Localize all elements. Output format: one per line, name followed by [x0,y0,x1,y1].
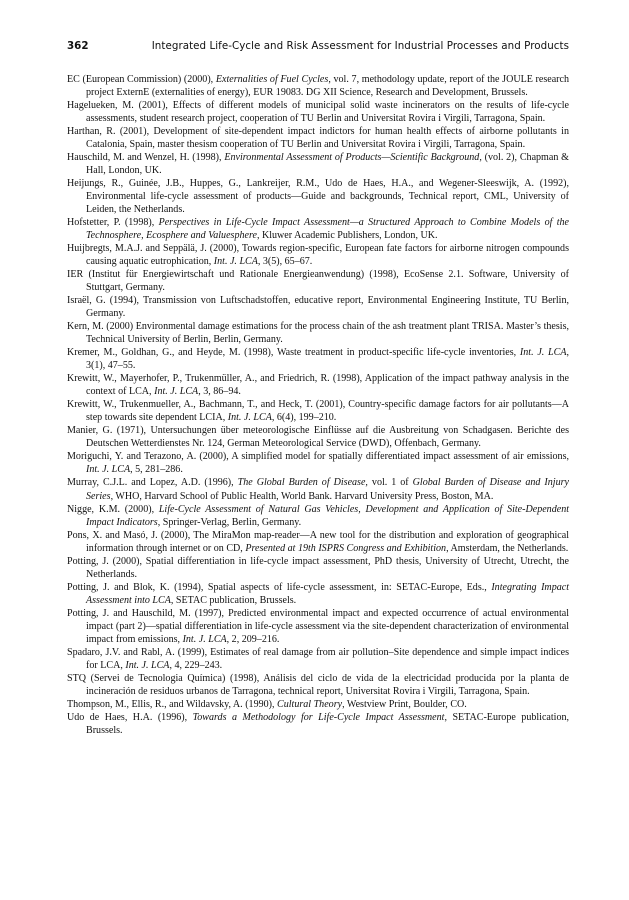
running-header [67,40,569,58]
reference-text: Kremer, M., Goldhan, G., and Heyde, M. (1998), Waste treatment in product-specific life-cycle inventories, [67,347,520,359]
reference-entry [67,672,569,698]
reference-text: Hauschild, M. and Wenzel, H. (1998), [67,152,225,164]
reference-text: Pons, X. and Masó, J. (2000), The MiraMon map-reader—A new tool for the distribution and exploration of geographical information through internet or on CD, [67,529,569,554]
reference-text: , 3, 86–94. [198,386,241,398]
reference-text: , 5, 281–286. [130,464,183,476]
reference-entry [67,607,569,646]
reference-entry [67,476,569,502]
reference-entry [67,151,569,177]
reference-entry [67,529,569,555]
page-number: 362 [67,40,89,52]
reference-italic-text: The Global Burden of Disease [237,477,366,489]
reference-italic-text: Presented at 19th ISPRS Congress and Exhibition [245,542,447,554]
reference-entry [67,372,569,398]
reference-text: Krewitt, W., Trukenmueller, A., Bachmann, T., and Heck, T. (2001), Country-specific damage factors for air pollutants—A step towards site dependent LCIA, [67,399,569,424]
reference-text: Spadaro, J.V. and Rabl, A. (1999), Estimates of real damage from air pollution–Site dependence and simple impact indices for LCA, [67,646,569,671]
reference-entry [67,346,569,372]
reference-text: Krewitt, W., Mayerhofer, P., Trukenmüller, A., and Friedrich, R. (1998), Application of the impact pathway analysis in the context of LCA, [67,373,569,398]
reference-text: Heijungs, R., Guinée, J.B., Huppes, G., Lankreijer, R.M., Udo de Haes, H.A., and Wegener-Sleeswijk, A. (1992), Environmental life-cycle assessment of products—Guide and backgrounds, Technical report, CML, University of Leiden, the Netherlands. [67,178,569,216]
reference-text: , 6(4), 199–210. [271,412,337,424]
reference-entry [67,646,569,672]
reference-entry [67,177,569,216]
reference-text: , WHO, Harvard School of Public Health, World Bank. Harvard University Press, Boston, MA. [110,490,494,502]
reference-entry [67,450,569,476]
reference-italic-text: Life-Cycle Assessment of Natural Gas Vehicles, Development and Application of Site-Dependent Impact Indicators [86,503,570,528]
reference-italic-text: Cultural Theory [277,698,343,710]
reference-text: , (vol. 2), Chapman & Hall, London, UK. [86,152,569,177]
reference-text: , Kluwer Academic Publishers, London, UK. [256,230,438,242]
reference-entry [67,294,569,320]
reference-text: , Westview Print, Boulder, CO. [342,698,467,710]
reference-italic-text: Int. J. LCA [154,386,199,398]
reference-text: Potting, J. (2000), Spatial differentiation in life-cycle impact assessment, PhD thesis, University of Utrecht, Utrecht, the Netherlands. [67,555,569,580]
reference-text: IER (Institut für Energiewirtschaft und Rationale Energieanwendung) (1998), EcoSense 2.1. Software, University of Stuttgart, Germany. [67,269,569,294]
reference-text: STQ (Servei de Tecnologia Química) (1998), Análisis del ciclo de vida de la electricidad producida por la planta de incineración de residuos urbanos de Tarragona, technical report, Universitat Rovira i Virgili, Tarragona, Spain. [67,672,569,697]
reference-text: Nigge, K.M. (2000), [67,503,159,515]
reference-text: Israël, G. (1994), Transmission von Luftschadstoffen, educative report, Environmental Engineering Institute, TU Berlin, Germany. [67,295,569,320]
reference-entry [67,216,569,242]
reference-entry [67,424,569,450]
reference-entry [67,555,569,581]
reference-italic-text: Int. J. LCA [125,659,170,671]
reference-italic-text: Int. J. LCA [519,347,567,359]
reference-entry [67,711,569,737]
reference-text: Udo de Haes, H.A. (1996), [67,711,193,723]
reference-entry [67,581,569,607]
reference-text: Hofstetter, P. (1998), [67,217,159,229]
reference-text: Hagelueken, M. (2001), Effects of different models of municipal solid waste incinerators on the results of life-cycle assessments, student research project, cooperation of TU Berlin and Universitat Rovira i Virgili, Tarragona, Spain. [67,100,569,125]
reference-italic-text: Int. J. LCA [86,464,131,476]
reference-italic-text: Int. J. LCA [227,412,272,424]
reference-entry [67,398,569,424]
reference-text: , 2, 209–216. [226,633,280,645]
reference-italic-text: Towards a Methodology for Life-Cycle Impact Assessment [192,711,445,723]
reference-entry [67,242,569,268]
reference-text: , 4, 229–243. [169,659,223,671]
reference-text: Thompson, M., Ellis, R., and Wildavsky, A. (1990), [67,698,278,710]
reference-text: , 3(5), 65–67. [257,256,313,268]
reference-text: , SETAC-Europe publication, Brussels. [86,711,570,736]
reference-entry [67,320,569,346]
reference-text: , vol. 1 of [365,477,413,489]
reference-text: Manier, G. (1971), Untersuchungen über meteorologische Einflüsse auf die Ausbreitung von Schadgasen. Berichte des Deutschen Wetterdienstes Nr. 124, German Meteorological Service (DWD), Offenbach, Germany. [67,425,569,450]
reference-text: Kern, M. (2000) Environmental damage estimations for the process chain of the ash treatment plant TRISA. Master’s thesis, Technical University of Berlin, Berlin, Germany. [67,321,569,346]
reference-text: , 3(1), 47–55. [86,347,569,372]
reference-text: , vol. 7, methodology update, report of the JOULE research project ExternE (externalities of energy), EUR 19083. DG XII Science, Research and Development, Brussels. [86,74,570,99]
reference-text: EC (European Commission) (2000), [67,74,216,85]
reference-italic-text: Environmental Assessment of Products—Scientific Background [224,152,480,164]
reference-text: , Springer-Verlag, Berlin, Germany. [157,516,302,528]
reference-text: , SETAC publication, Brussels. [170,594,297,606]
reference-entry [67,698,569,711]
reference-text: Potting, J. and Blok, K. (1994), Spatial aspects of life-cycle assessment, in: SETAC-Europe, Eds., [67,581,492,593]
reference-italic-text: Perspectives in Life-Cycle Impact Assessment—a Structured Approach to Combine Models of the Technosphere, Ecosphere and Valuesphere [86,217,569,242]
reference-italic-text: Externalities of Fuel Cycles [215,74,329,85]
reference-text: Harthan, R. (2001), Development of site-dependent impact indictors for human health effects of airborne pollutants in Catalonia, Spain, master thesism cooperation of TU Berlin and Universitat Rovira i Virgili, Tarragona, Spain. [67,126,569,151]
reference-text: Potting, J. and Hauschild, M. (1997), Predicted environmental impact and expected occurrence of actual environmental impact (part 2)—spatial differentiation in life-cycle assessment via the site-dependent characterization of environmental impact from emissions, [67,607,569,645]
reference-text: Murray, C.J.L. and Lopez, A.D. (1996), [67,477,238,489]
reference-text: Moriguchi, Y. and Terazono, A. (2000), A simplified model for spatially differentiated impact assessment of air emissions, [67,451,569,463]
reference-entry [67,99,569,125]
reference-italic-text: Int. J. LCA [213,256,258,268]
reference-entry [67,73,569,99]
reference-italic-text: Global Burden of Disease and Injury Series [86,477,569,502]
reference-text: Huijbregts, M.A.J. and Seppälä, J. (2000), Towards region-specific, European fate factors for airborne nitrogen compounds causing aquatic eutrophication, [67,243,569,268]
reference-italic-text: Integrating Impact Assessment into LCA [86,581,569,606]
reference-entry [67,268,569,294]
reference-entry [67,503,569,529]
reference-list [67,73,569,737]
running-title: Integrated Life-Cycle and Risk Assessment for Industrial Processes and Products [151,40,569,52]
reference-italic-text: Int. J. LCA [182,633,227,645]
reference-entry [67,125,569,151]
reference-text: , Amsterdam, the Netherlands. [446,542,569,554]
